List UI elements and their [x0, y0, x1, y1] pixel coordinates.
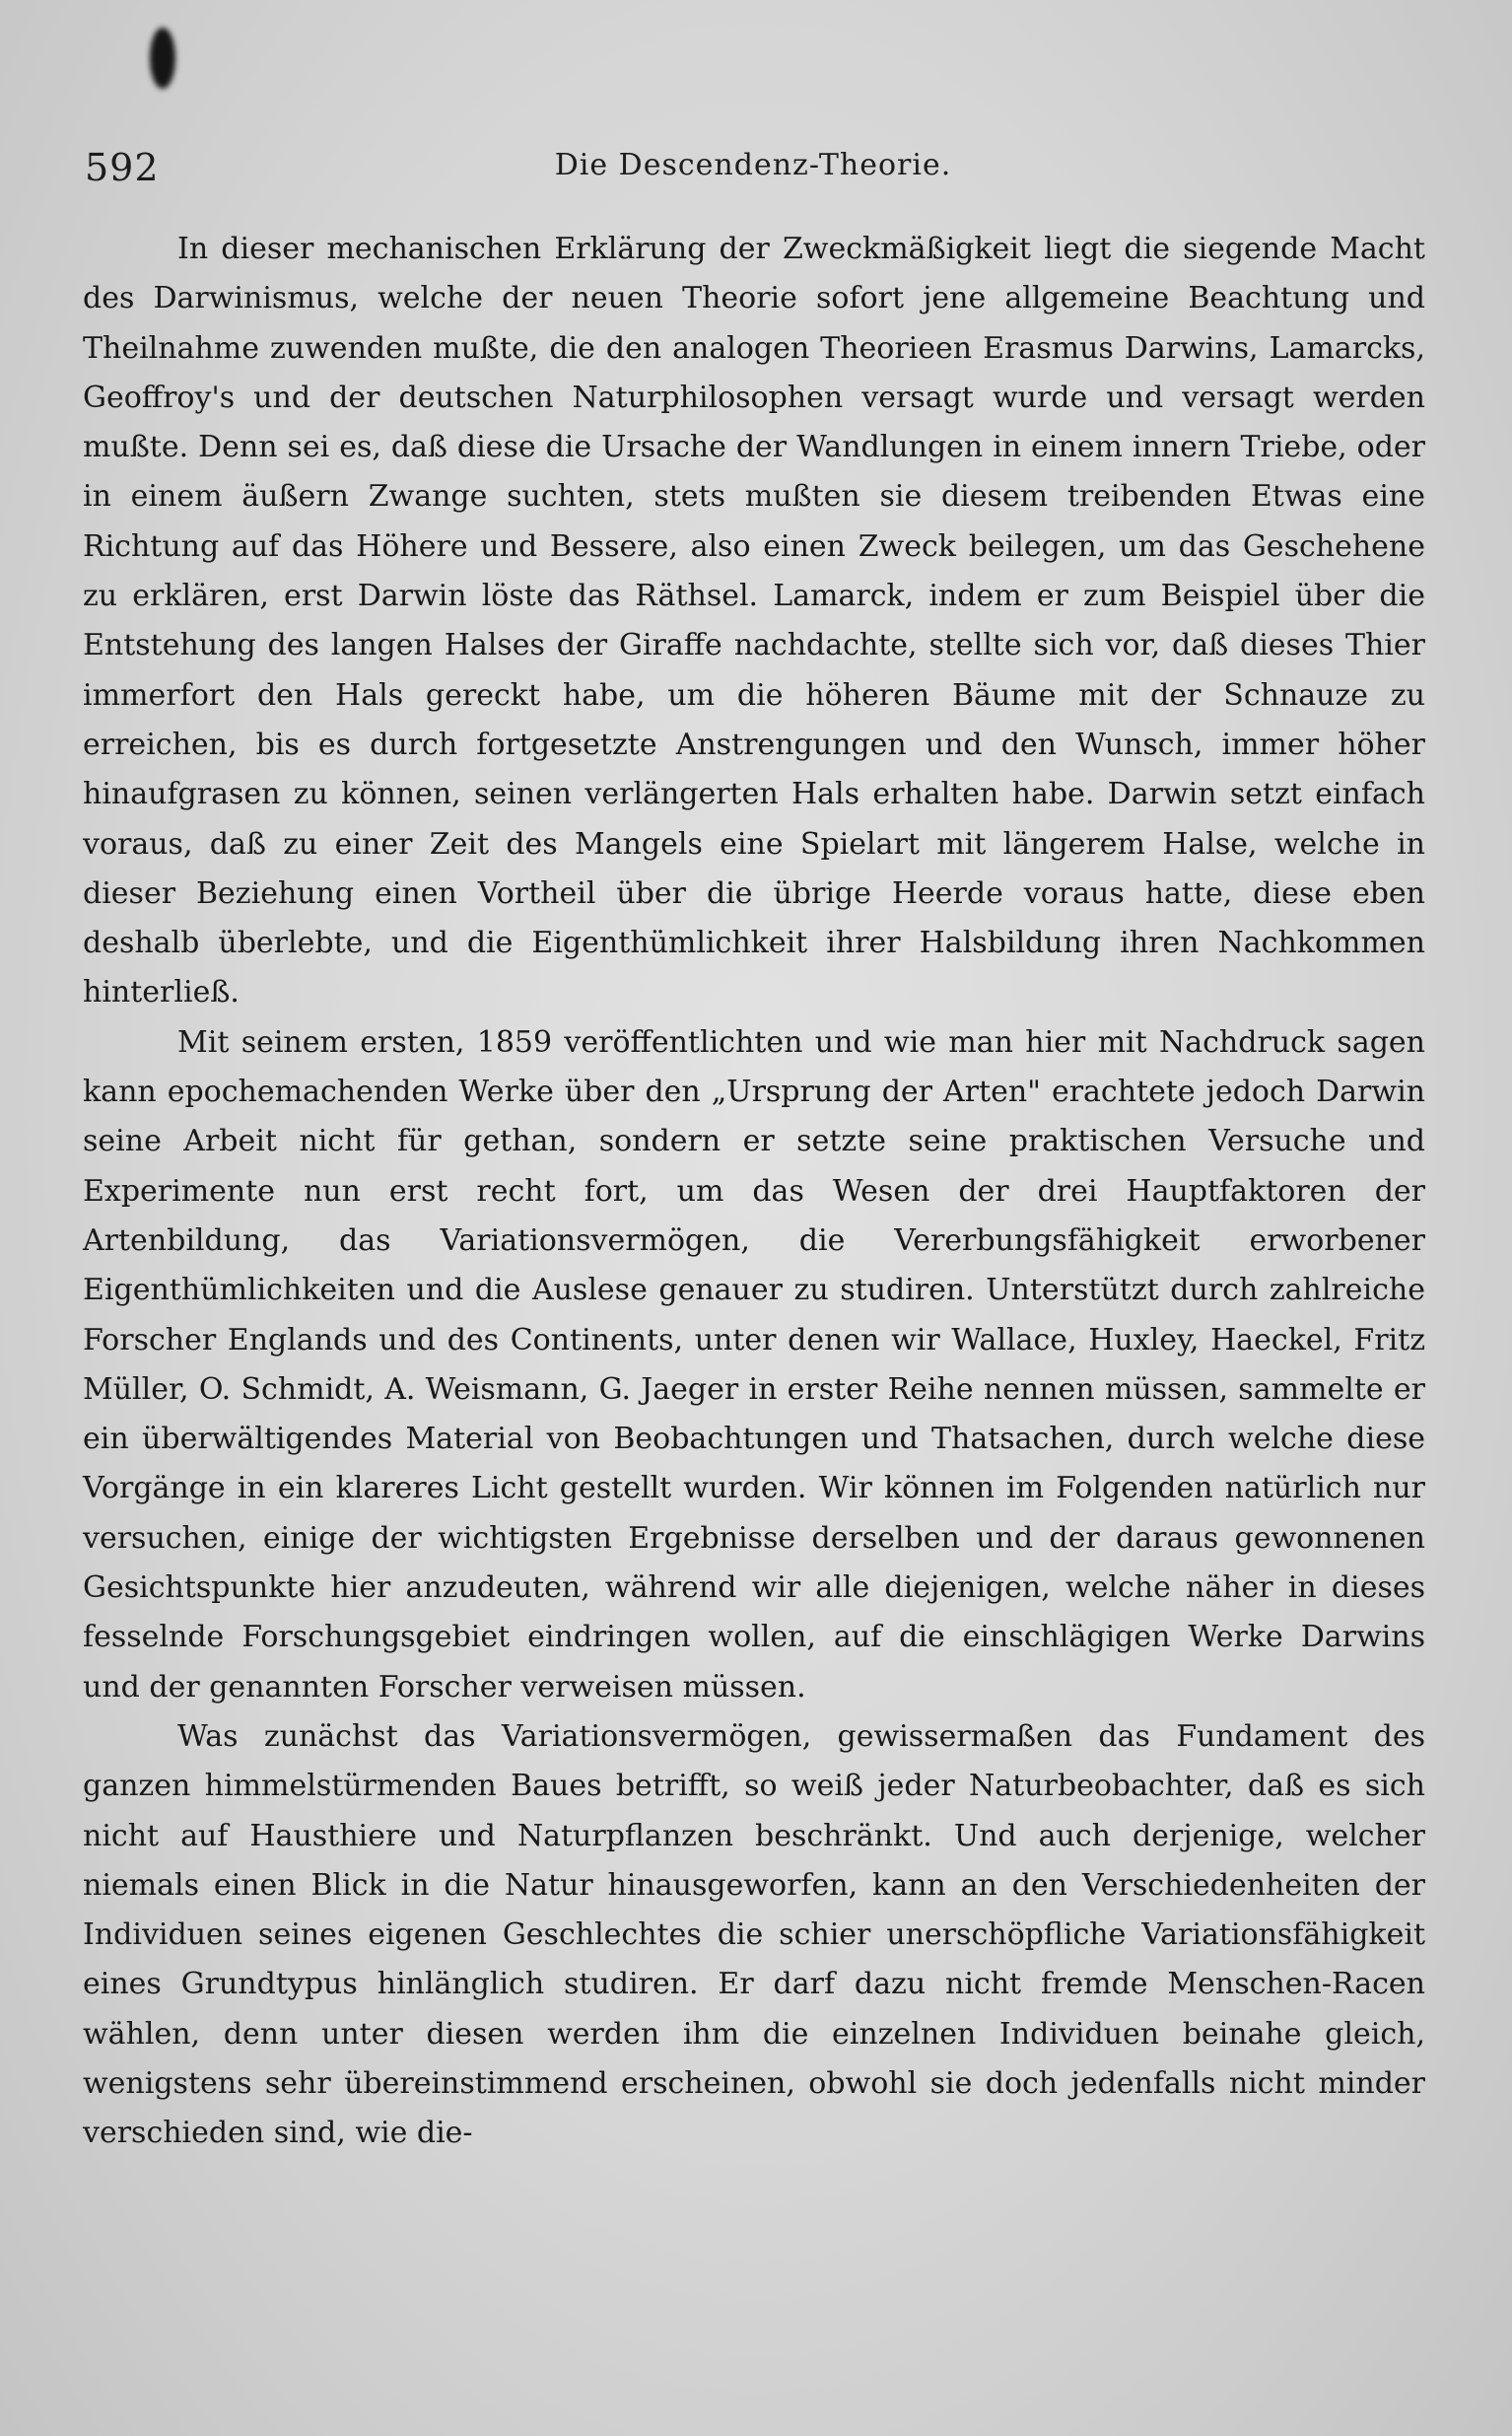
page-number: 592 — [85, 146, 160, 189]
paragraph: Mit seinem ersten, 1859 veröffentlichten und wie man hier mit Nachdruck sagen kann epochemachenden Werke über den „Ursprung der Arten" erachtete jedoch Darwin seine Arbeit nicht für gethan, sondern er setzte seine praktischen Versuche und Experimente nun erst recht fort, um das Wesen der drei Hauptfaktoren der Artenbildung, das Variationsvermögen, die Vererbungsfähigkeit erworbener Eigenthümlichkeiten und die Auslese genauer zu studiren. Unterstützt durch zahlreiche Forscher Englands und des Continents, unter denen wir Wallace, Huxley, Haeckel, Fritz Müller, O. Schmidt, A. Weismann, G. Jaeger in erster Reihe nennen müssen, sammelte er ein überwältigendes Material von Beobachtungen und Thatsachen, durch welche diese Vorgänge in ein klareres Licht gestellt wurden. Wir können im Folgenden natürlich nur versuchen, einige der wichtigsten Ergebnisse derselben und der daraus gewonnenen Gesichtspunkte hier anzudeuten, während wir alle diejenigen, welche näher in dieses fesselnde Forschungsgebiet eindringen wollen, auf die einschlägigen Werke Darwins und der genannten Forscher verweisen müssen. — [83, 1024, 1425, 1705]
paragraph: Was zunächst das Variationsvermögen, gewissermaßen das Fundament des ganzen himmelstürmenden Baues betrifft, so weiß jeder Naturbeobachter, daß es sich nicht auf Hausthiere und Naturpflanzen beschränkt. Und auch derjenige, welcher niemals einen Blick in die Natur hinausgeworfen, kann an den Verschiedenheiten der Individuen seines eigenen Geschlechtes die schier unerschöpfliche Variationsfähigkeit eines Grundtypus hinlänglich studiren. Er darf dazu nicht fremde Menschen-Racen wählen, denn unter diesen werden ihm die einzelnen Individuen beinahe gleich, wenigstens sehr übereinstimmend erscheinen, obwohl sie doch jedenfalls nicht minder verschieden sind, wie die- — [83, 1718, 1425, 2151]
ink-blot — [150, 28, 175, 89]
running-title: Die Descendenz-Theorie. — [554, 148, 952, 182]
body-text — [83, 225, 1425, 2159]
page-header — [85, 146, 1421, 191]
paragraph: In dieser mechanischen Erklärung der Zweckmäßigkeit liegt die siegende Macht des Darwinismus, welche der neuen Theorie sofort jene allgemeine Beachtung und Theilnahme zuwenden mußte, die den analogen Theorieen Erasmus Darwins, Lamarcks, Geoffroy's und der deutschen Naturphilosophen versagt wurde und versagt werden mußte. Denn sei es, daß diese die Ursache der Wandlungen in einem innern Triebe, oder in einem äußern Zwange suchten, stets mußten sie diesem treibenden Etwas eine Richtung auf das Höhere und Bessere, also einen Zweck beilegen, um das Geschehene zu erklären, erst Darwin löste das Räthsel. Lamarck, indem er zum Beispiel über die Entstehung des langen Halses der Giraffe nachdachte, stellte sich vor, daß dieses Thier immerfort den Hals gereckt habe, um die höheren Bäume mit der Schnauze zu erreichen, bis es durch fortgesetzte Anstrengungen und den Wunsch, immer höher hinaufgrasen zu können, seinen verlängerten Hals erhalten habe. Darwin setzt einfach voraus, daß zu einer Zeit des Mangels eine Spielart mit längerem Halse, welche in dieser Beziehung einen Vortheil über die übrige Heerde voraus hatte, diese eben deshalb überlebte, und die Eigenthümlichkeit ihrer Halsbildung ihren Nachkommen hinterließ. — [83, 232, 1425, 1010]
